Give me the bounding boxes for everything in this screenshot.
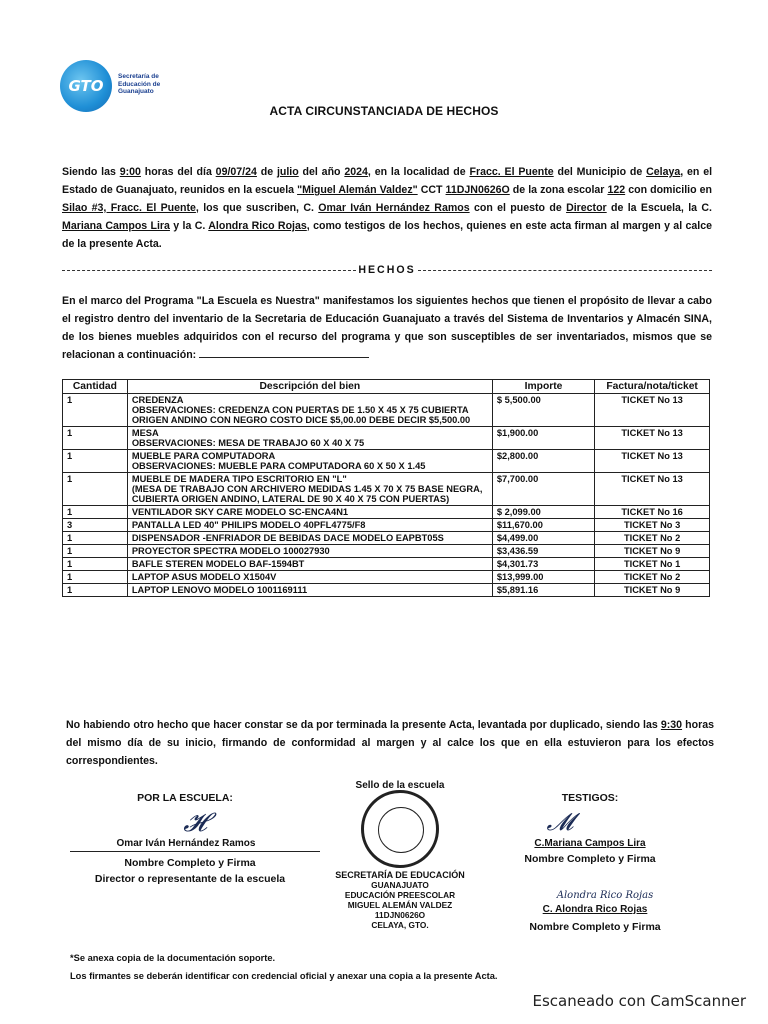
director-role-1: Nombre Completo y Firma: [124, 857, 256, 869]
intro-cct: 11DJN0626O: [445, 184, 510, 196]
cell-descripcion: [127, 584, 492, 597]
col-cantidad: Cantidad: [63, 380, 128, 394]
item-description: MUEBLE DE MADERA TIPO ESCRITORIO EN "L": [131, 474, 347, 484]
cell-descripcion: [127, 394, 492, 427]
cell-ticket: TICKET No 2: [595, 532, 710, 545]
cell-cantidad: 3: [63, 519, 128, 532]
col-importe: Importe: [492, 380, 594, 394]
intro-hora: 9:00: [119, 166, 141, 178]
footnote-1: *Se anexa copia de la documentación soporte.: [70, 953, 276, 963]
cell-cantidad: 1: [63, 558, 128, 571]
item-description: LAPTOP LENOVO MODELO 1001169111: [131, 585, 308, 595]
testigos-label: TESTIGOS:: [561, 792, 619, 804]
intro-zona: 122: [607, 184, 626, 196]
cell-importe: $1,900.00: [492, 427, 594, 450]
cell-descripcion: [127, 558, 492, 571]
intro-puesto: Director: [566, 202, 607, 214]
school-signature-block: [70, 792, 320, 885]
table-row: [63, 473, 710, 506]
cell-descripcion: [127, 427, 492, 450]
cell-cantidad: 1: [63, 506, 128, 519]
intro-paragraph: Siendo las 9:00 horas del día 09/07/24 de julio del año 2024, en la localidad de Fracc. El Puente del Municipio de Celaya, en el Estado de Guanajuato, reunidos en la escuela "Miguel Alemán Valdez" CCT 11DJN0626O de la zona escolar 122 con domicilio en Silao #3, Fracc. El Puente, los que suscriben, C. Omar Iván Hernández Ramos con el puesto de Director de la Escuela, la C. Mariana Campos Lira y la C. Alondra Rico Rojas, como testigos de los hechos, quienes en este acta firman al margen y al calce de la presente Acta.: [62, 166, 713, 250]
cell-descripcion: [127, 532, 492, 545]
item-description: PANTALLA LED 40" PHILIPS MODELO 40PFL4775/F8: [131, 520, 366, 530]
table-row: [63, 394, 710, 427]
intro-municipio: Celaya: [646, 166, 681, 178]
col-factura: Factura/nota/ticket: [595, 380, 710, 394]
table-row: [63, 427, 710, 450]
cell-importe: $3,436.59: [492, 545, 594, 558]
table-row: [63, 532, 710, 545]
testigo2-name: C. Alondra Rico Rojas: [542, 904, 648, 915]
cell-cantidad: 1: [63, 394, 128, 427]
director-signature-icon: 𝓗: [183, 808, 207, 838]
hechos-paragraph: En el marco del Programa "La Escuela es Nuestra" manifestamos los siguientes hechos que tienen el propósito de llevar a cabo el registro dentro del inventario de la Secretaria de Educación Guanajuato a través del Sistema de Inventarios y Almacén SINA, de los bienes muebles adquiridos con el recurso del programa y que son susceptibles de ser inventariados, mismos que se relacionan a continuación:: [62, 295, 712, 361]
cell-ticket: TICKET No 13: [595, 394, 710, 427]
cell-ticket: TICKET No 2: [595, 571, 710, 584]
intro-mes: julio: [276, 166, 299, 178]
hechos-divider: [62, 264, 712, 276]
table-row: [63, 450, 710, 473]
table-row: [63, 558, 710, 571]
school-seal-icon: [361, 790, 439, 868]
cell-ticket: TICKET No 1: [595, 558, 710, 571]
seal-text: SECRETARÍA DE EDUCACIÓN GUANAJUATO EDUCACIÓN PREESCOLAR MIGUEL ALEMÁN VALDEZ 11DJN0626O CELAYA, GTO.: [335, 870, 465, 930]
cell-importe: $ 2,099.00: [492, 506, 594, 519]
director-name: Omar Iván Hernández Ramos: [116, 838, 256, 849]
item-observations: OBSERVACIONES: MESA DE TRABAJO 60 X 40 X 75: [131, 438, 365, 448]
document-title: ACTA CIRCUNSTANCIADA DE HECHOS: [269, 104, 499, 118]
testigo1-name: C.Mariana Campos Lira: [534, 838, 646, 849]
table-row: [63, 545, 710, 558]
closing-hora: 9:30: [660, 719, 683, 731]
cell-importe: $11,670.00: [492, 519, 594, 532]
cell-cantidad: 1: [63, 584, 128, 597]
intro-localidad: Fracc. El Puente: [469, 166, 554, 178]
cell-descripcion: [127, 506, 492, 519]
testigo1-block: [510, 808, 670, 865]
item-observations: OBSERVACIONES: MUEBLE PARA COMPUTADORA 60 X 50 X 1.45: [131, 461, 426, 471]
inventory-table: [62, 379, 710, 597]
cell-cantidad: 1: [63, 450, 128, 473]
cell-importe: $4,499.00: [492, 532, 594, 545]
item-description: MUEBLE PARA COMPUTADORA: [131, 451, 276, 461]
cell-descripcion: [127, 571, 492, 584]
scanner-watermark: Escaneado con CamScanner: [532, 992, 746, 1010]
cell-importe: $2,800.00: [492, 450, 594, 473]
cell-importe: $5,891.16: [492, 584, 594, 597]
item-description: MESA: [131, 428, 159, 438]
item-observations: OBSERVACIONES: CREDENZA CON PUERTAS DE 1.50 X 45 X 75 CUBIERTA ORIGEN ANDINO CON NEGRO COSTO DICE $5,00.00 DEBE DECIR $5,500.00: [131, 405, 471, 425]
item-description: BAFLE STEREN MODELO BAF-1594BT: [131, 559, 305, 569]
item-description: CREDENZA: [131, 395, 184, 405]
table-row: [63, 519, 710, 532]
table-row: [63, 571, 710, 584]
cell-ticket: TICKET No 13: [595, 450, 710, 473]
table-row: [63, 584, 710, 597]
item-description: PROYECTOR SPECTRA MODELO 100027930: [131, 546, 330, 556]
table-header-row: [63, 380, 710, 394]
cell-cantidad: 1: [63, 532, 128, 545]
item-observations: (MESA DE TRABAJO CON ARCHIVERO MEDIDAS 1.45 X 70 X 75 BASE NEGRA, CUBIERTA ORIGEN ANDINO, LATERAL DE 90 X 40 X 75 CON PUERTAS): [131, 484, 483, 504]
testigo2-role: Nombre Completo y Firma: [529, 921, 661, 933]
cell-ticket: TICKET No 9: [595, 584, 710, 597]
footnote-2: Los firmantes se deberán identificar con credencial oficial y anexar una copia a la presente Acta.: [70, 971, 498, 981]
item-description: DISPENSADOR -ENFRIADOR DE BEBIDAS DACE MODELO EAPBT05S: [131, 533, 444, 543]
cell-cantidad: 1: [63, 545, 128, 558]
logo-short: GTO: [68, 77, 104, 95]
intro-domicilio: Silao #3, Fracc. El Puente: [62, 202, 196, 214]
item-description: LAPTOP ASUS MODELO X1504V: [131, 572, 277, 582]
intro-escuela: "Miguel Alemán Valdez": [297, 184, 418, 196]
testigo1-signature-icon: 𝓜: [546, 808, 574, 836]
item-description: VENTILADOR SKY CARE MODELO SC-ENCA4N1: [131, 507, 349, 517]
intro-testigo1: Mariana Campos Lira: [62, 220, 170, 232]
table-row: [63, 506, 710, 519]
testigo1-role: Nombre Completo y Firma: [524, 853, 656, 865]
cell-descripcion: [127, 473, 492, 506]
cell-descripcion: [127, 450, 492, 473]
intro-anio: 2024: [344, 166, 368, 178]
cell-ticket: TICKET No 13: [595, 427, 710, 450]
cell-cantidad: 1: [63, 427, 128, 450]
logo-text: Secretaría de Educación de Guanajuato: [118, 73, 161, 95]
testigo2-block: [510, 890, 680, 933]
escuela-label: POR LA ESCUELA:: [137, 792, 233, 804]
cell-descripcion: [127, 545, 492, 558]
closing-paragraph: No habiendo otro hecho que hacer constar se da por terminada la presente Acta, levantada por duplicado, siendo las 9:30 horas del mismo día de su inicio, firmando de conformidad al margen y al calce los que en ella estuvieron para los efectos correspondientes.: [66, 719, 714, 767]
director-role-2: Director o representante de la escuela: [94, 873, 286, 885]
cell-ticket: TICKET No 16: [595, 506, 710, 519]
cell-importe: $4,301.73: [492, 558, 594, 571]
cell-ticket: TICKET No 3: [595, 519, 710, 532]
hechos-label: HECHOS: [358, 264, 416, 276]
cell-ticket: TICKET No 9: [595, 545, 710, 558]
cell-ticket: TICKET No 13: [595, 473, 710, 506]
cell-cantidad: 1: [63, 473, 128, 506]
intro-fecha: 09/07/24: [215, 166, 257, 178]
intro-director: Omar Iván Hernández Ramos: [318, 202, 470, 214]
cell-importe: $7,700.00: [492, 473, 594, 506]
cell-importe: $ 5,500.00: [492, 394, 594, 427]
sello-label: Sello de la escuela: [355, 780, 445, 791]
col-descripcion: Descripción del bien: [127, 380, 492, 394]
cell-importe: $13,999.00: [492, 571, 594, 584]
cell-cantidad: 1: [63, 571, 128, 584]
testigo2-handwritten: Alondra Rico Rojas: [556, 890, 654, 901]
intro-testigo2: Alondra Rico Rojas: [208, 220, 307, 232]
cell-descripcion: [127, 519, 492, 532]
